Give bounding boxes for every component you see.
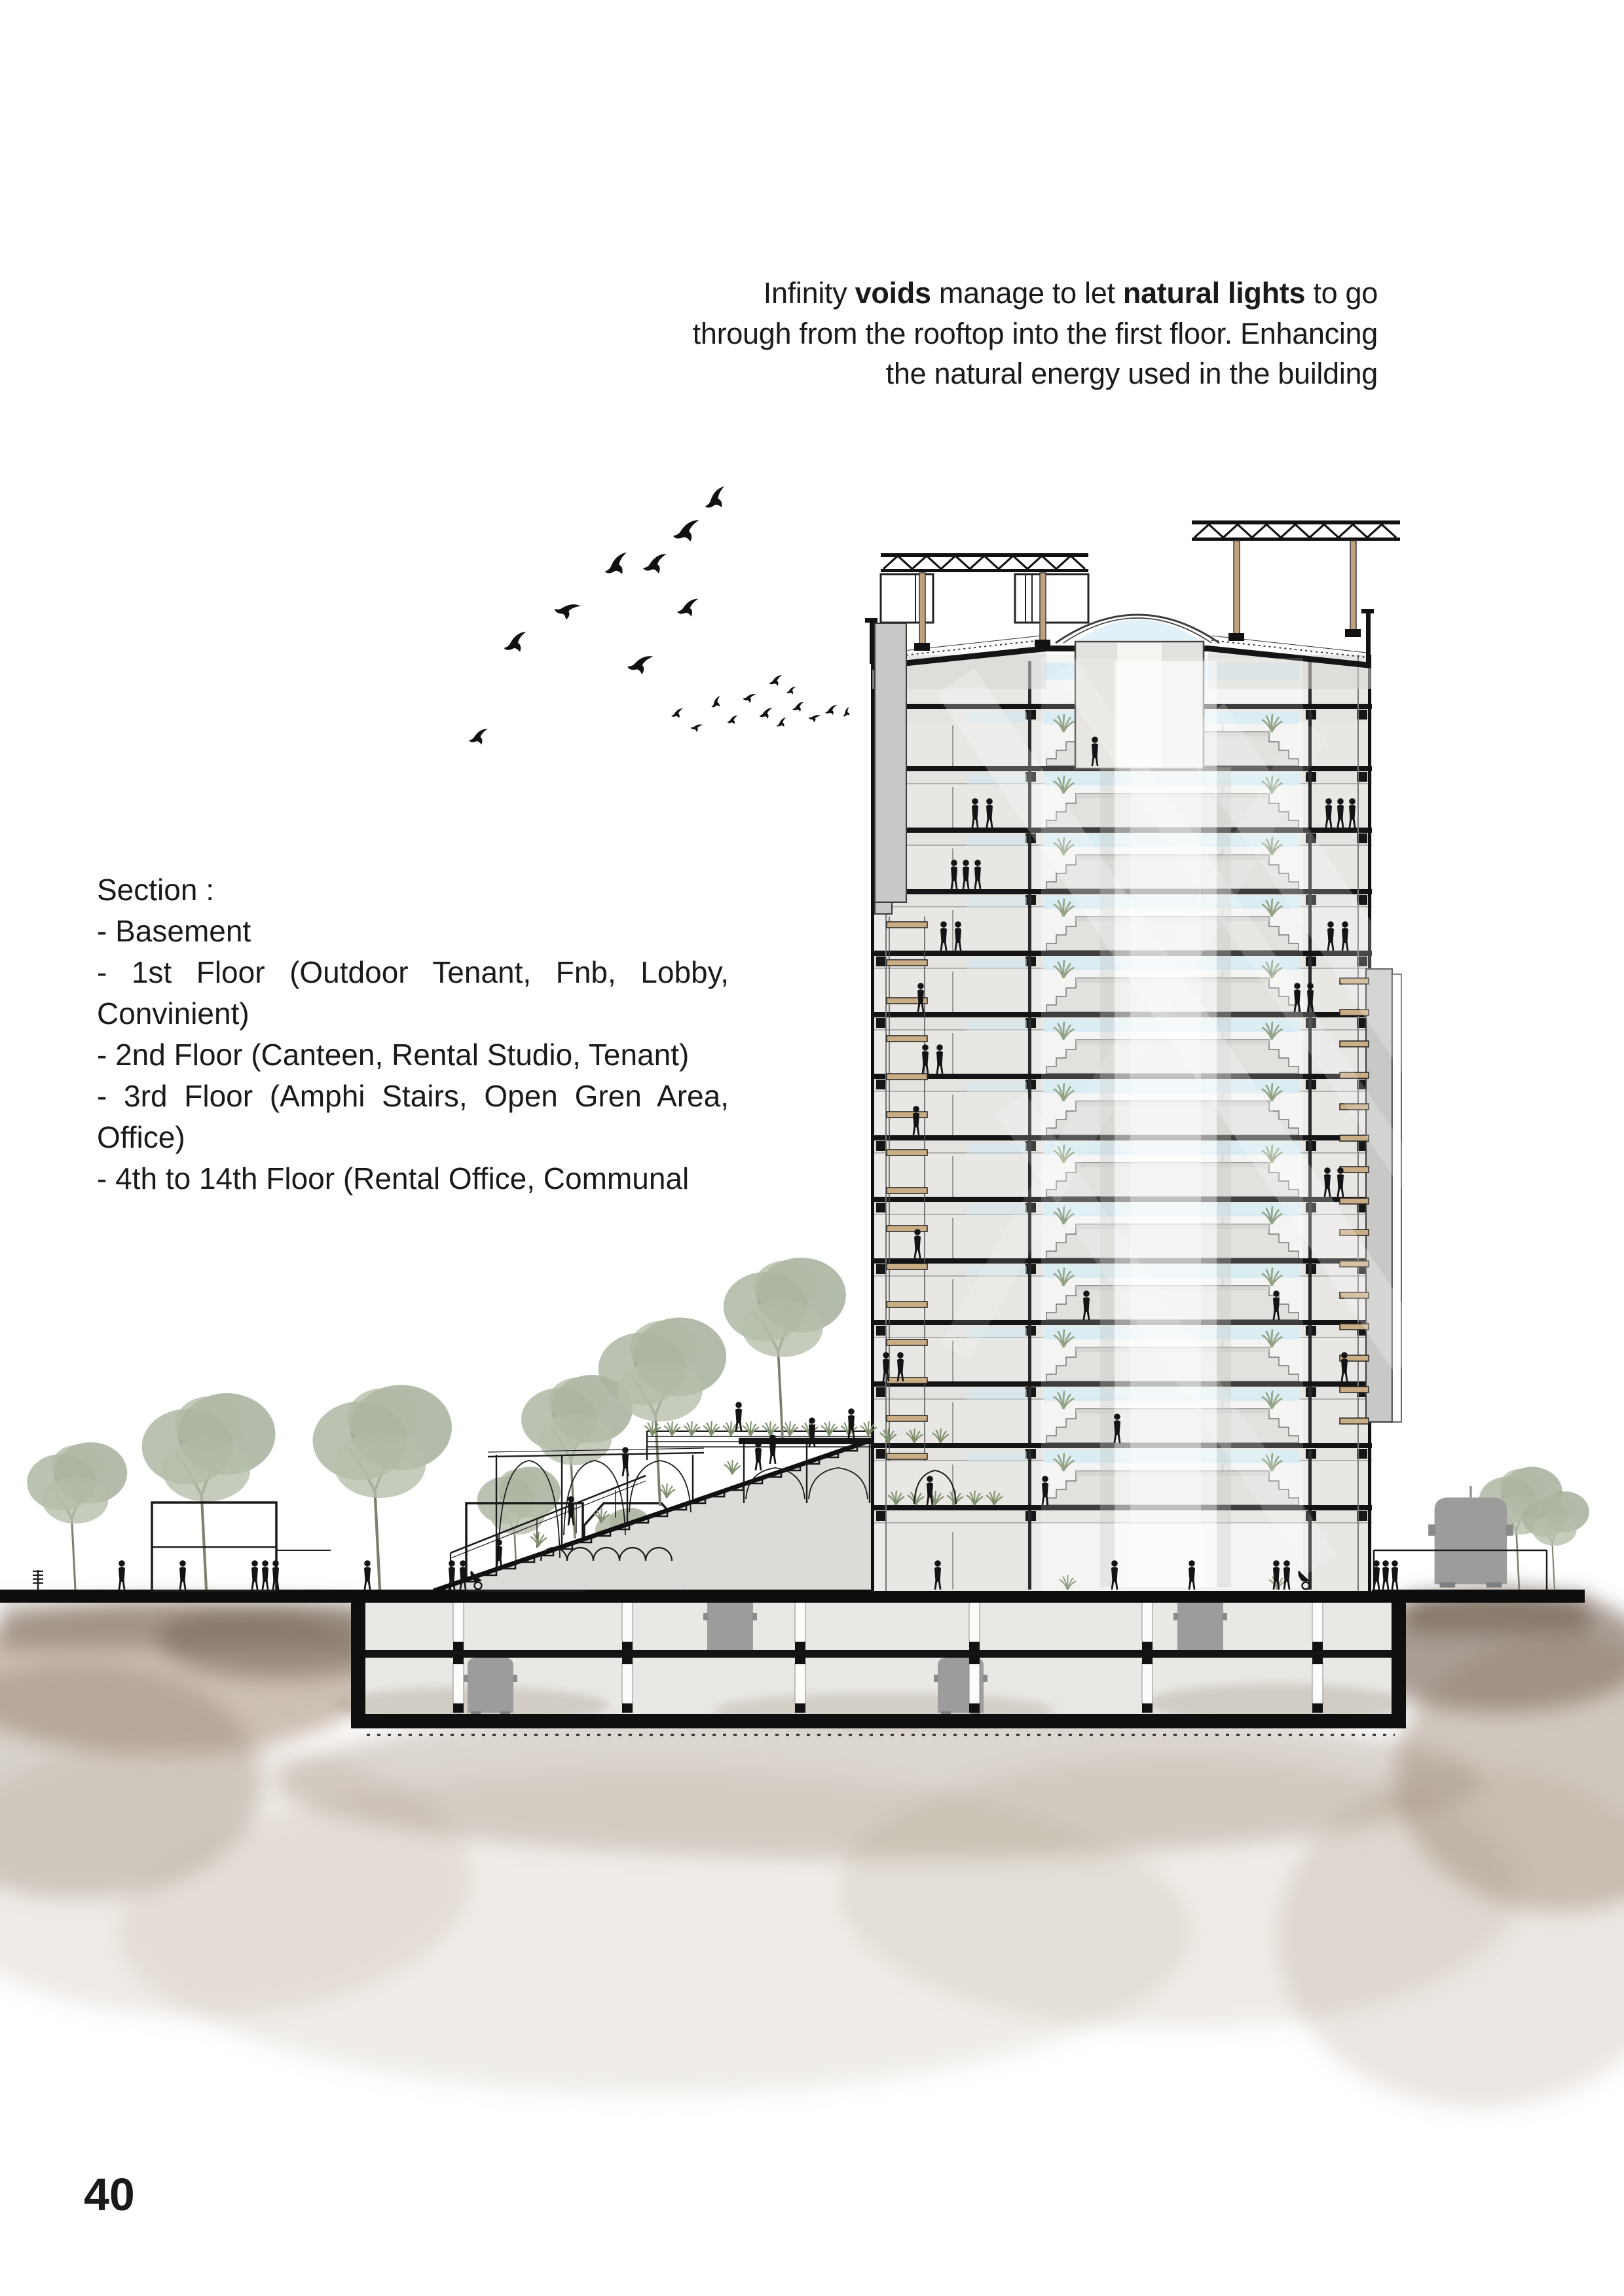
caption-bold-natural-lights: natural lights (1122, 276, 1306, 310)
street-car (1428, 1486, 1513, 1588)
caption-infinity-voids (677, 273, 1378, 394)
caption-text: manage to let (931, 276, 1123, 310)
street-signpost (33, 1570, 43, 1591)
facade-panel-left (875, 623, 906, 914)
section-legend-item: - 3rd Floor (Amphi Stairs, Open Gren Area, Office) (97, 1079, 729, 1155)
caption-text: to go through from the rooftop into the first floor. Enhancing the natural energy used in the building (692, 276, 1378, 391)
section-legend-item: - 1st Floor (Outdoor Tenant, Fnb, Lobby, Convinient) (97, 955, 729, 1031)
page-number: 40 (84, 2169, 135, 2220)
caption-bold-voids: voids (855, 276, 931, 310)
caption-text: Infinity (763, 276, 855, 310)
section-legend-item: - 2nd Floor (Canteen, Rental Studio, Tenant) (97, 1038, 690, 1072)
parked-car (464, 1650, 517, 1715)
basement-parking (334, 1589, 1408, 1735)
section-legend-title: Section : (97, 873, 214, 907)
section-legend (97, 869, 729, 1199)
birds-flock (469, 486, 853, 744)
section-legend-item: - 4th to 14th Floor (Rental Office, Communal (97, 1161, 690, 1196)
section-legend-item: - Basement (97, 914, 251, 949)
roof-truss-left (881, 553, 1088, 651)
driveway-right (1374, 1467, 1589, 1590)
